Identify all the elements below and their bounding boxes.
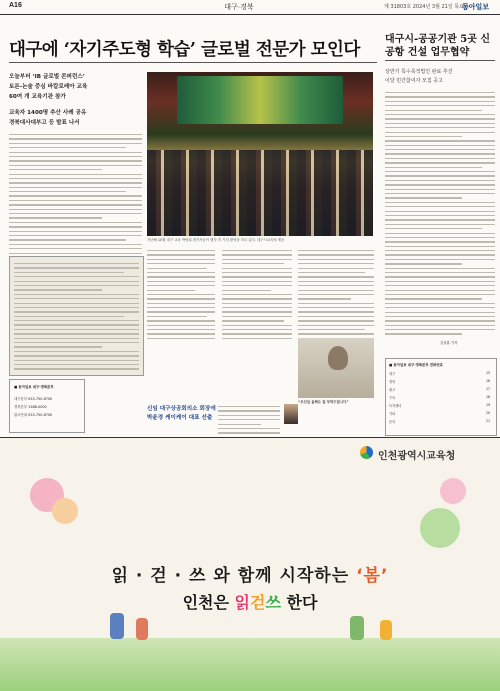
stage-screen bbox=[177, 76, 343, 124]
headline-divider bbox=[9, 62, 377, 63]
subhead-3: 60여 개 교육기관 참가 bbox=[9, 94, 66, 100]
index-row-2: 경북 bbox=[389, 380, 396, 384]
index-num-3: 17 bbox=[486, 387, 491, 391]
person-figure bbox=[328, 346, 348, 370]
section-name: 대구·경북 bbox=[224, 4, 254, 11]
index-row-4: 구독 bbox=[389, 396, 396, 400]
article-body-col2 bbox=[147, 250, 215, 342]
child-figure-1 bbox=[110, 613, 124, 639]
side-divider bbox=[385, 60, 495, 61]
grass-illustration bbox=[0, 638, 500, 691]
small-article-body bbox=[218, 406, 280, 437]
ad-slogan bbox=[0, 590, 500, 613]
index-row-3: 광고 bbox=[389, 388, 396, 392]
subhead-1: 오늘부터 ‘IB 글로벌 콘퍼런스’ bbox=[9, 74, 85, 80]
photo-caption: 지난해 10월 대구 교육 박람회 참가자들이 행사 후 기념 촬영을 하고 있다. 대구시교육청 제공 bbox=[147, 238, 285, 242]
bureau-row-3: 광고안내 053-750-6700 bbox=[14, 413, 53, 417]
index-num-5: 19 bbox=[486, 403, 491, 407]
index-row-5: 독자센터 bbox=[389, 404, 402, 408]
article-body-col1 bbox=[9, 134, 142, 257]
ad-organization: 인천광역시교육청 bbox=[378, 451, 456, 462]
index-row-1: 대구 bbox=[389, 372, 396, 376]
child-figure-2 bbox=[136, 618, 148, 640]
bureau-row-2: 경북본부 1588-0000 bbox=[14, 405, 47, 409]
crowd bbox=[147, 150, 373, 236]
small-headline-2: 박윤경 케이케이 대표 선출 bbox=[147, 415, 213, 421]
slogan-read: 읽 bbox=[234, 593, 250, 612]
child-figure-3 bbox=[350, 616, 364, 640]
side-byline: 김성훈 기자 bbox=[440, 341, 458, 345]
index-num-7: 21 bbox=[486, 419, 491, 423]
education-office-logo bbox=[360, 446, 373, 459]
index-num-4: 18 bbox=[486, 395, 491, 399]
ad-title bbox=[0, 561, 500, 586]
index-num-6: 20 bbox=[486, 411, 491, 415]
small-headline-1: 신임 대구상공회의소 회장에 bbox=[147, 406, 216, 412]
page-header bbox=[0, 0, 500, 15]
main-headline: 대구에 ‘자기주도형 학습’ 글로벌 전문가 모인다 bbox=[9, 40, 360, 60]
slogan-write: 쓰 bbox=[265, 593, 281, 612]
index-title: ■ 동아일보 대구·경북본부 전화번호 bbox=[389, 363, 443, 367]
newspaper-brand: 동아일보 bbox=[462, 3, 490, 11]
article-body-col4 bbox=[298, 250, 374, 342]
side-kicker: 상반기 특수목적법인 완료 추진 bbox=[385, 69, 453, 75]
article-body-col3 bbox=[222, 250, 292, 342]
side-article-body bbox=[385, 92, 495, 338]
subhead-4: 교육자 1400명 추산 사례 공유 bbox=[9, 110, 87, 116]
info-box-text bbox=[14, 263, 139, 373]
subhead-5: 경북대사대부고 등 발표 나서 bbox=[9, 120, 80, 126]
info-box bbox=[9, 256, 144, 376]
flower-bush-left bbox=[52, 498, 78, 524]
tree-right bbox=[420, 508, 460, 548]
child-figure-4 bbox=[380, 620, 392, 640]
index-num-2: 16 bbox=[486, 379, 491, 383]
index-row-7: 문의 bbox=[389, 420, 396, 424]
page-number: A16 bbox=[9, 2, 22, 9]
slogan-suffix: 한다 bbox=[280, 593, 318, 612]
slogan-walk: 걷 bbox=[250, 593, 266, 612]
bureau-row-1: 대구본부 053-750-6700 bbox=[14, 397, 53, 401]
portrait bbox=[284, 404, 298, 424]
event-photo bbox=[147, 72, 373, 236]
dateline: 제 31803호 2024년 3월 21일 목요일 bbox=[384, 4, 469, 10]
flower-tree-right bbox=[440, 478, 466, 504]
bureau-title: ■ 동아일보 대구·경북본부 bbox=[14, 385, 54, 389]
side-kicker-2: 이달 민간참여자 모집 공고 bbox=[385, 78, 443, 84]
subhead-2: 토론-논술 중심 바칼로레아 교육 bbox=[9, 84, 88, 90]
slogan-prefix: 인천은 bbox=[182, 593, 235, 612]
inset-photo bbox=[298, 338, 374, 398]
side-headline: 대구시-공공기관 5곳 신공항 건설 업무협약 bbox=[385, 34, 491, 58]
ad-title-highlight: ‘봄’ bbox=[356, 566, 389, 586]
index-row-6: 기타 bbox=[389, 412, 396, 416]
bureau-phone-box bbox=[9, 379, 85, 433]
ad-title-text: 읽 · 걷 · 쓰 와 함께 시작하는 bbox=[111, 566, 357, 586]
index-num-1: 15 bbox=[486, 371, 491, 375]
index-box bbox=[385, 358, 497, 436]
advertisement[interactable] bbox=[0, 438, 500, 691]
inset-caption: “조선일 올해도 잘 부탁드립니다” bbox=[298, 400, 349, 404]
